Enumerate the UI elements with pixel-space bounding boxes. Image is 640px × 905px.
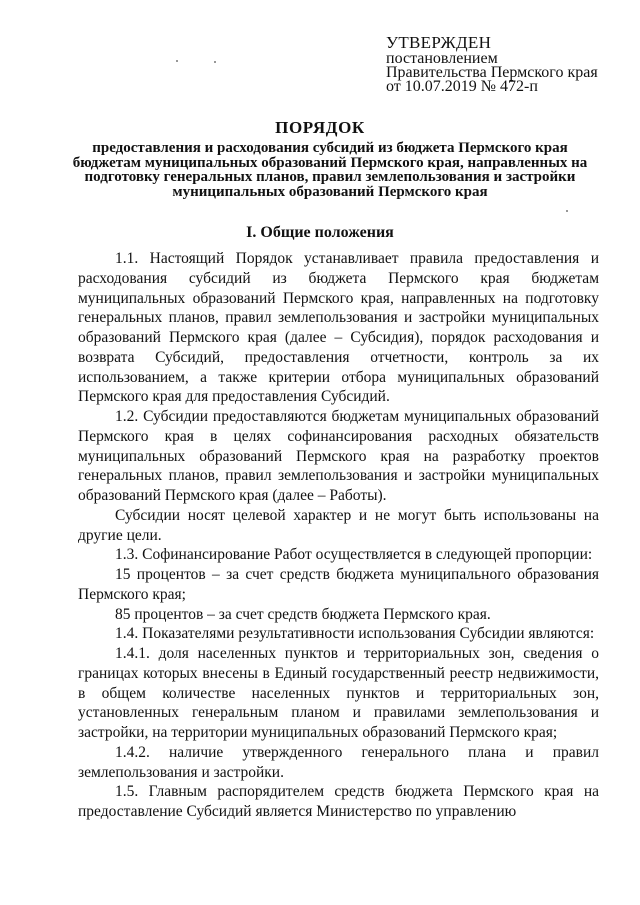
approval-line-3: от 10.07.2019 № 472-п: [386, 78, 538, 95]
approval-line-2: Правительства Пермского края: [386, 64, 598, 81]
paragraph-1-5: 1.5. Главным распорядителем средств бюджета Пермского края на предоставление Субсидий является Министерство по управлению: [78, 783, 599, 820]
approval-heading: УТВЕРЖДЕН: [386, 33, 492, 52]
approval-stamp: [386, 34, 626, 94]
paragraph-1-2: 1.2. Субсидии предоставляются бюджетам муниципальных образований Пермского края в целях софинансирования расходных обязательств муниципальных образований Пермского края на разработку проектов генеральных планов, правил землепользования и застройки муниципальных образований Пермского края (далее – Работы).: [78, 408, 599, 504]
section-heading: I. Общие положения: [246, 224, 394, 241]
document-body: [78, 249, 599, 822]
scan-speck: [176, 60, 178, 62]
paragraph-85-percent: 85 процентов – за счет средств бюджета Пермского края.: [115, 605, 491, 623]
document-title: ПОРЯДОК: [275, 118, 365, 137]
scan-speck: [566, 210, 568, 212]
scan-speck: [214, 61, 216, 63]
paragraph-1-4-2: 1.4.2. наличие утвержденного генерального плана и правил землепользования и застройки.: [78, 743, 599, 781]
paragraph-1-1: 1.1. Настоящий Порядок устанавливает правила предоставления и расходования субсидий из бюджета Пермского края бюджетам муниципальных образований Пермского края, направленных на подготовку генеральных планов, правил землепользования и застройки муниципальных образований Пермского края (далее – Субсидия), порядок расходования и возврата Субсидий, предоставления отчетности, контроль за их использованием, а также критерии отбора муниципальных образований Пермского края для предоставления Субсидий.: [78, 250, 599, 406]
approval-line-1: постановлением: [386, 50, 498, 67]
paragraph-15-percent: 15 процентов – за счет средств бюджета муниципального образования Пермского края;: [78, 566, 599, 603]
paragraph-1-4-1: 1.4.1. доля населенных пунктов и территориальных зон, сведения о границах которых внесены в Единый государственный реестр недвижимости, в общем количестве населенных пунктов и территориальных зон, установленных генеральным планом и правилами землепользования и застройки, на территории муниципальных образований Пермского края;: [78, 645, 599, 741]
document-subtitle: предоставления и расходования субсидий из бюджета Пермского края бюджетам муниципальных образований Пермского края, направленных на подготовку генеральных планов, правил землепользования и застройки муниципальных образований Пермского края: [72, 140, 588, 200]
paragraph-1-4: 1.4. Показателями результативности использования Субсидии являются:: [115, 625, 595, 643]
paragraph-1-3: 1.3. Софинансирование Работ осуществляется в следующей пропорции:: [115, 546, 593, 564]
paragraph-target-use: Субсидии носят целевой характер и не могут быть использованы на другие цели.: [78, 506, 599, 544]
